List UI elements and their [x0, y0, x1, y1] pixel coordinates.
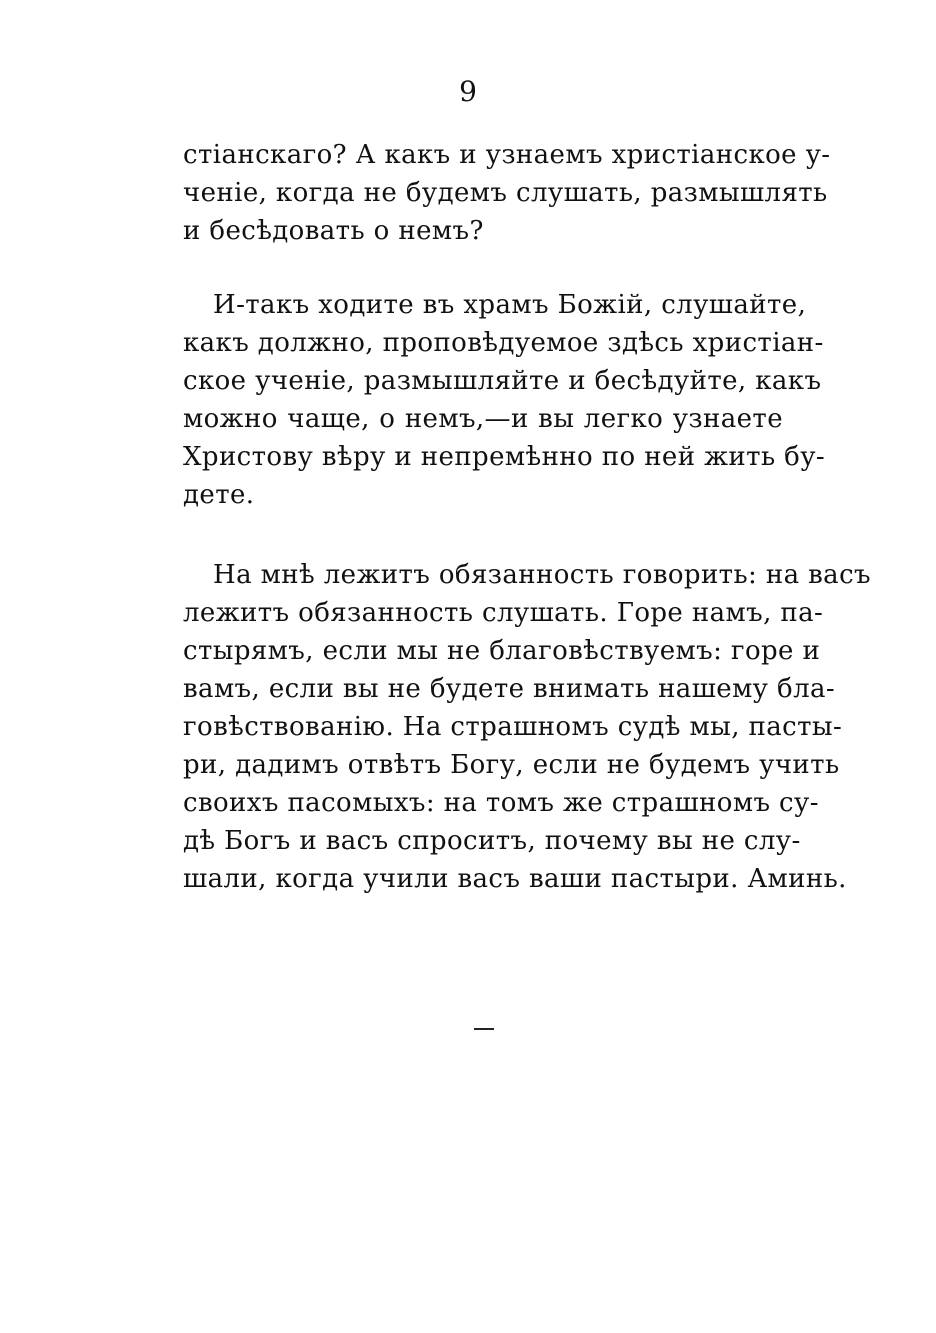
text-line: ченіе, когда не будемъ слушать, размышлять	[183, 178, 828, 208]
text-line: ри, дадимъ отвѣтъ Богу, если не будемъ учить	[183, 750, 840, 780]
text-line: дете.	[183, 480, 255, 510]
text-line: какъ должно, проповѣдуемое здѣсь христіан-	[183, 328, 824, 358]
page-number: 9	[459, 75, 477, 108]
text-line: На мнѣ лежитъ обязанность говорить: на васъ	[213, 560, 871, 590]
paragraph-1	[183, 136, 831, 250]
text-line: и бесѣдовать о немъ?	[183, 216, 484, 246]
text-line: стіанскаго? А какъ и узнаемъ христіанское у-	[183, 140, 831, 170]
text-line: лежитъ обязанность слушать. Горе намъ, па-	[183, 598, 824, 628]
text-line: вамъ, если вы не будете внимать нашему бла-	[183, 674, 836, 704]
text-line: Христову вѣру и непремѣнно по ней жить бу-	[183, 442, 826, 472]
text-line: шали, когда учили васъ ваши пастыри. Аминь.	[183, 864, 847, 894]
text-line: дѣ Богъ и васъ спроситъ, почему вы не слу-	[183, 826, 801, 856]
text-line: говѣствованію. На страшномъ судѣ мы, пасты-	[183, 712, 843, 742]
text-line: И-такъ ходите въ храмъ Божій, слушайте,	[213, 290, 807, 320]
text-line: своихъ пасомыхъ: на томъ же страшномъ су-	[183, 788, 819, 818]
text-line: ское ученіе, размышляйте и бесѣдуйте, какъ	[183, 366, 822, 396]
closing-dash	[474, 1028, 494, 1030]
text-line: можно чаще, о немъ,—и вы легко узнаете	[183, 404, 783, 434]
text-line: стырямъ, если мы не благовѣствуемъ: горе и	[183, 636, 821, 666]
paragraph-2	[183, 286, 826, 514]
paragraph-3	[183, 556, 871, 898]
